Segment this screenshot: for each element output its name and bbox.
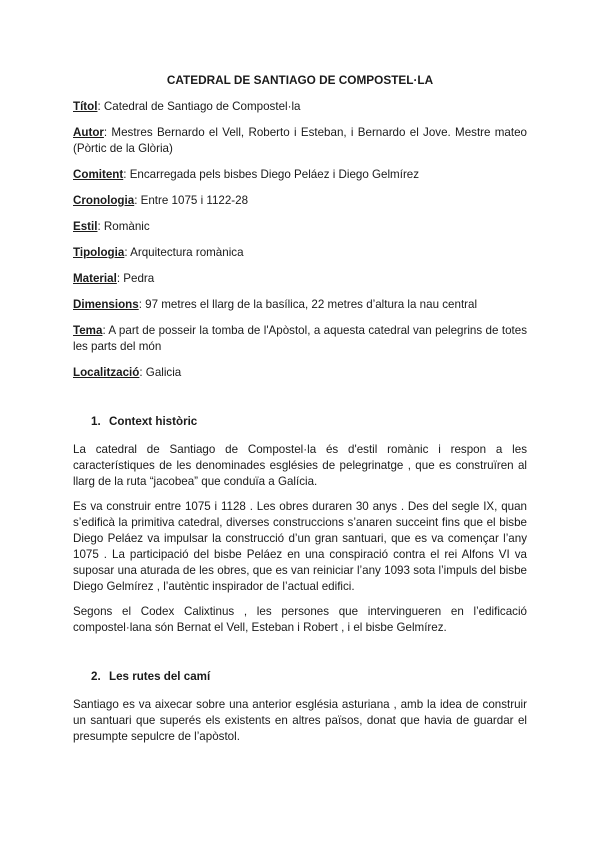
field-label: Títol [73,100,98,113]
field-label: Material [73,272,117,285]
field-material [73,271,527,287]
document-title: CATEDRAL DE SANTIAGO DE COMPOSTEL·LA [166,73,434,87]
field-label: Comitent [73,168,124,181]
field-dimensions [73,297,527,313]
field-tema [73,323,527,355]
field-comitent [73,167,527,183]
paragraph: La catedral de Santiago de Compostel·la és d'estil romànic i respon a les característiques de les denominades esglésies de pelegrinatge , que es construïren al llarg de la ruta “jacobea” que conduïa a Galícia. [73,443,527,488]
field-cronologia [73,193,527,209]
field-label: Autor [73,126,104,139]
field-label: Tema [73,324,103,337]
field-value: : Mestres Bernardo el Vell, Roberto i Esteban, i Bernardo el Jove. Mestre mateo (Pòrtic de la Glòria) [73,126,527,155]
field-value: : Pedra [116,272,155,285]
section-heading-rutes [73,669,527,685]
paragraph: Santiago es va aixecar sobre una anterior església asturiana , amb la idea de construir un santuari que superés els existents en altres països, donat que havia de guardar el presumpte sepulcre de l’apòstol. [73,698,527,743]
field-value: : Arquitectura romànica [124,246,244,259]
field-estil [73,219,527,235]
field-value: : Galicia [139,366,182,379]
field-label: Estil [73,220,98,233]
field-value: : A part de posseir la tomba de l'Apòstol, a aquesta catedral van pelegrins de totes les parts del món [73,324,527,353]
section-number: 2. [91,670,101,683]
field-value: : Entre 1075 i 1122-28 [134,194,249,207]
field-localitzacio [73,365,527,381]
field-value: : Catedral de Santiago de Compostel·la [97,100,301,113]
section-title: Context històric [109,415,198,428]
field-value: : Encarregada pels bisbes Diego Peláez i Diego Gelmírez [123,168,420,181]
section-heading-context [73,414,527,430]
field-label: Localització [73,366,140,379]
field-value: : 97 metres el llarg de la basílica, 22 metres d’altura la nau central [138,298,478,311]
field-tipologia [73,245,527,261]
field-titol [73,99,527,115]
field-label: Dimensions [73,298,139,311]
section-number: 1. [91,415,101,428]
field-label: Cronologia [73,194,135,207]
field-autor [73,125,527,157]
section-title: Les rutes del camí [109,670,211,683]
paragraph: Segons el Codex Calixtinus , les persones que intervingueren en l’edificació compostel·lana són Bernat el Vell, Esteban i Robert , i el bisbe Gelmírez. [73,605,527,634]
field-label: Tipologia [73,246,125,259]
paragraph: Es va construir entre 1075 i 1128 . Les obres duraren 30 anys . Des del segle IX, quan s’edificà la primitiva catedral, diverses construccions s’anaren succeint fins que el bisbe Diego Peláez va impulsar la construcció d’un gran santuari, que es va començar l’any 1075 . La participació del bisbe Peláez en una conspiració contra el rei Alfons VI va suposar una aturada de les obres, que es van reiniciar l’any 1093 sota l’impuls del bisbe Diego Gelmírez , l’autèntic inspirador de l’actual edifici. [73,500,527,593]
field-value: : Romànic [97,220,150,233]
